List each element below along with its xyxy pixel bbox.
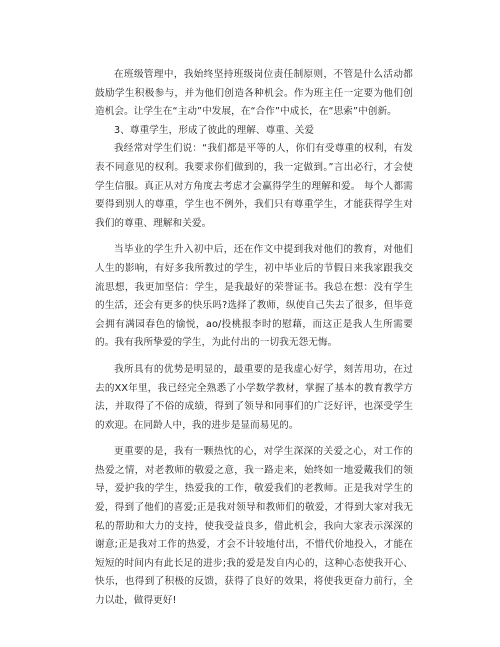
paragraph-respect-students: 我经常对学生们说：“我们都是平等的人，你们有受尊重的权利，有发表不同意见的权利。我要求你们做到的，我一定做到。”言出必行，才会使学生信服。真正从对方角度去考虑才会赢得学生的理解和爱。 每个人都需要得到别人的尊重，学生也不例外，我们只有尊重学生，才能获得学生对我们的尊重、理解和关爱。 [95,143,413,229]
document-body [95,66,413,619]
paragraph-advantages: 我所具有的优势是明显的，最重要的是我虚心好学，刻苦用功，在过去的XX年里，我已经完全熟悉了小学数学教材，掌握了基本的教育教学方法，并取得了不俗的成绩，得到了领导和同事们的广泛好评，也深受学生的欢迎。在同龄人中，我的进步是显而易见的。 [95,363,413,431]
paragraph-graduates: 当毕业的学生升入初中后，还在作文中提到我对他们的教育，对他们人生的影响，有好多我所教过的学生，初中毕业后的节假日来我家跟我交流思想，我更加坚信：学生，是我最好的荣誉证书。我总在想：没有学生的生活，还会有更多的快乐吗?选择了教师，纵使自己失去了很多，但毕竟会拥有满园春色的愉悦，ao/投桃报李时的慰藉，而这正是我人生所需要的。我有我所挚爱的学生，为此付出的一切我无怨无悔。 [95,244,413,349]
paragraph-class-management: 在班级管理中，我始终坚持班级岗位责任制原则，不管是什么活动都鼓励学生积极参与，并为他们创造各种机会。作为班主任一定要为他们创造机会。让学生在“主动”中发展，在“合作”中成长，在“思索”中创新。 [95,69,413,118]
section-heading-respect: 3、尊重学生，形成了彼此的理解、尊重、关爱 [114,124,315,136]
paragraph-passion: 更重要的是，我有一颗热忱的心，对学生深深的关爱之心，对工作的热爱之情，对老教师的敬爱之意，我一路走来，始终如一地爱戴我们的领导，爱护我的学生，热爱我的工作，敬爱我们的老教师。正是我对学生的爱，得到了他们的喜爱;正是我对领导和教师们的敬爱，才得到大家对我无私的帮助和大力的支持，使我受益良多，借此机会，我向大家表示深深的谢意;正是我对工作的热爱，才会不计较地付出，不惜代价地投入，才能在短短的时间内有此长足的进步;我的爱是发自内心的，这种心态使我开心、快乐，也得到了积极的反馈，获得了良好的效果，将使我更奋力前行，全力以赴，做得更好! [95,446,413,607]
